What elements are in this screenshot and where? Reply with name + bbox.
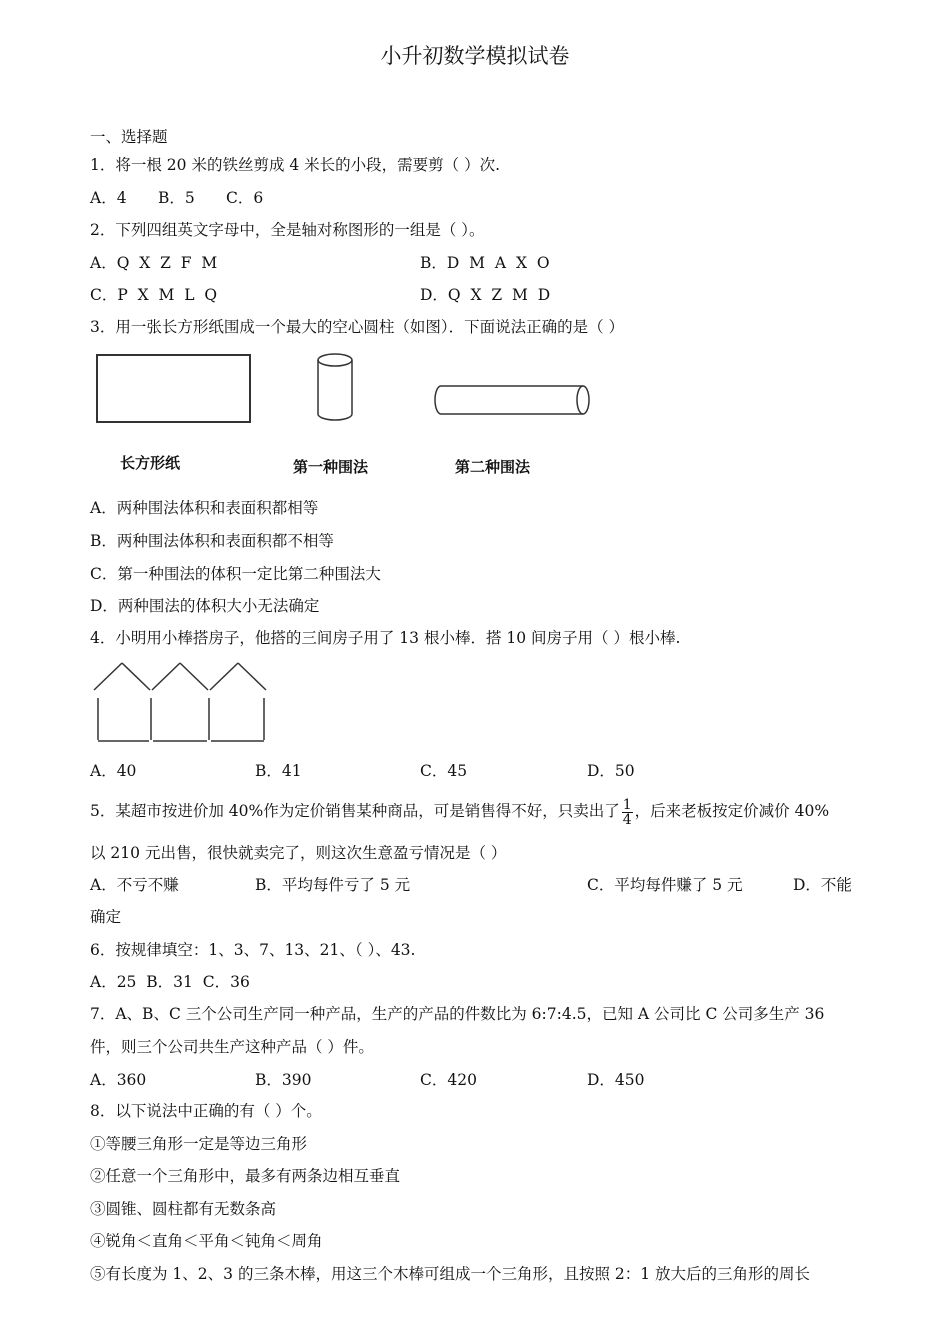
q4-option-b: B．41 [255,762,302,780]
figure-label-rectangle: 长方形纸 [120,454,181,472]
page-title: 小升初数学模拟试卷 [380,44,570,68]
q2-option-b: B．D M A X O [420,254,550,272]
question-5-line-1 [90,796,829,827]
q5-text-part-2: ，后来老板按定价减价 40% [634,802,830,820]
question-5-line-2: 以 210 元出售，很快就卖完了，则这次生意盈亏情况是（ ） [90,844,507,862]
q2-option-a: A．Q X Z F M [90,254,218,272]
q7-option-b: B．390 [255,1071,312,1089]
q5-option-c: C．平均每件赚了 5 元 [587,876,743,894]
q4-option-a: A．40 [90,762,137,780]
question-6-text: 6．按规律填空：1、3、7、13、21、（ ）、43. [90,941,416,959]
section-heading: 一、选择题 [90,128,168,146]
fraction-denominator: 4 [622,811,632,828]
q2-option-c: C．P X M L Q [90,286,218,304]
lying-cylinder-figure [433,384,593,416]
q3-option-c: C．第一种围法的体积一定比第二种围法大 [90,565,381,583]
q6-options: A．25 B．31 C．36 [90,973,250,991]
q5-option-b: B．平均每件亏了 5 元 [255,876,411,894]
q7-option-d: D．450 [587,1071,645,1089]
q8-statement-3: ③圆锥、圆柱都有无数条高 [90,1200,277,1218]
upright-cylinder-figure [316,352,356,424]
q7-option-a: A．360 [90,1071,147,1089]
question-4-text: 4．小明用小棒搭房子，他搭的三间房子用了 13 根小棒．搭 10 间房子用（ ）根小棒. [90,629,681,647]
q2-option-d: D．Q X Z M D [420,286,551,304]
q1-option-c: C．6 [226,189,264,207]
q3-option-d: D．两种围法的体积大小无法确定 [90,597,320,615]
q4-option-d: D．50 [587,762,635,780]
q5-text-part-1: 5．某超市按进价加 40%作为定价销售某种商品，可是销售得不好，只卖出了 [90,802,620,820]
q8-statement-5: ⑤有长度为 1、2、3 的三条木棒，用这三个木棒可组成一个三角形，且按照 2：1 放大后的三角形的周长 [90,1265,811,1283]
q8-statement-4: ④锐角＜直角＜平角＜钝角＜周角 [90,1232,323,1250]
q3-option-b: B．两种围法体积和表面积都不相等 [90,532,334,550]
question-3-text: 3．用一张长方形纸围成一个最大的空心圆柱（如图）．下面说法正确的是（ ） [90,318,625,336]
q5-option-d: D．不能 [793,876,852,894]
fraction-one-quarter [622,798,633,827]
question-7-line-2: 件，则三个公司共生产这种产品（ ）件。 [90,1038,374,1056]
question-8-text: 8．以下说法中正确的有（ ）个。 [90,1102,322,1120]
q7-option-c: C．420 [420,1071,477,1089]
rectangle-paper-figure [96,354,252,424]
q1-option-b: B．5 [158,189,195,207]
stick-houses-figure [92,660,270,744]
figure-label-method-2: 第二种围法 [455,458,531,476]
q8-statement-1: ①等腰三角形一定是等边三角形 [90,1135,308,1153]
q5-option-a: A．不亏不赚 [90,876,179,894]
question-7-line-1: 7．A、B、C 三个公司生产同一种产品，生产的产品的件数比为 6:7:4.5，已知 A 公司比 C 公司多生产 36 [90,1005,825,1023]
q4-option-c: C．45 [420,762,468,780]
q3-option-a: A．两种围法体积和表面积都相等 [90,499,319,517]
question-1-text: 1．将一根 20 米的铁丝剪成 4 米长的小段，需要剪（ ）次. [90,156,501,174]
q8-statement-2: ②任意一个三角形中，最多有两条边相互垂直 [90,1167,401,1185]
q1-option-a: A．4 [90,189,127,207]
figure-label-method-1: 第一种围法 [293,458,369,476]
fraction-numerator: 1 [622,796,632,813]
question-2-text: 2．下列四组英文字母中，全是轴对称图形的一组是（ ）。 [90,221,485,239]
q5-option-d-continued: 确定 [90,908,122,926]
